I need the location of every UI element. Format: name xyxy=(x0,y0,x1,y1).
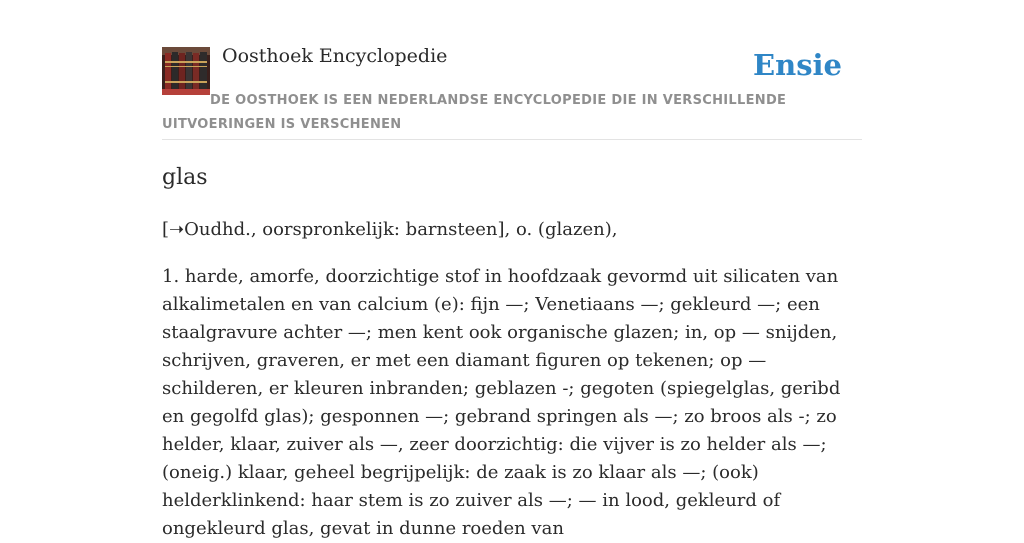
entry-title: glas xyxy=(162,165,208,190)
entry-etymology: [➝Oudhd., oorspronkelijk: barnsteen], o. (glazen), xyxy=(162,219,618,240)
site-tagline: DE OOSTHOEK IS EEN NEDERLANDSE ENCYCLOPEDIE DIE IN VERSCHILLENDE UITVOERINGEN IS VERSCHENEN xyxy=(162,93,787,132)
site-header xyxy=(162,0,862,140)
book-spines-icon[interactable] xyxy=(162,47,210,95)
entry-definition: 1. harde, amorfe, doorzichtige stof in hoofdzaak gevormd uit silicaten van alkalimetalen en van calcium (e): fijn —; Venetiaans —; gekleurd —; een staalgravure achter —; men kent ook organische glazen; in, op — snijden, schrijven, graveren, er met een diamant figuren op tekenen; op — schilderen, er kleuren inbranden; geblazen -; gegoten (spiegelglas, geribd en gegolfd glas); gesponnen —; gebrand springen als —; zo broos als -; zo helder, klaar, zuiver als —, zeer doorzichtig: die vijver is zo helder als —; (oneig.) klaar, geheel begrijpelijk: de zaak is zo klaar als —; (ook) helderklinkend: haar stem is zo zuiver als —; — in lood, gekleurd of ongekleurd glas, gevat in dunne roeden van xyxy=(162,266,841,539)
content-container xyxy=(162,0,862,539)
brand-logo-link[interactable]: Ensie xyxy=(753,48,842,82)
site-name-link[interactable]: Oosthoek Encyclopedie xyxy=(222,45,448,67)
